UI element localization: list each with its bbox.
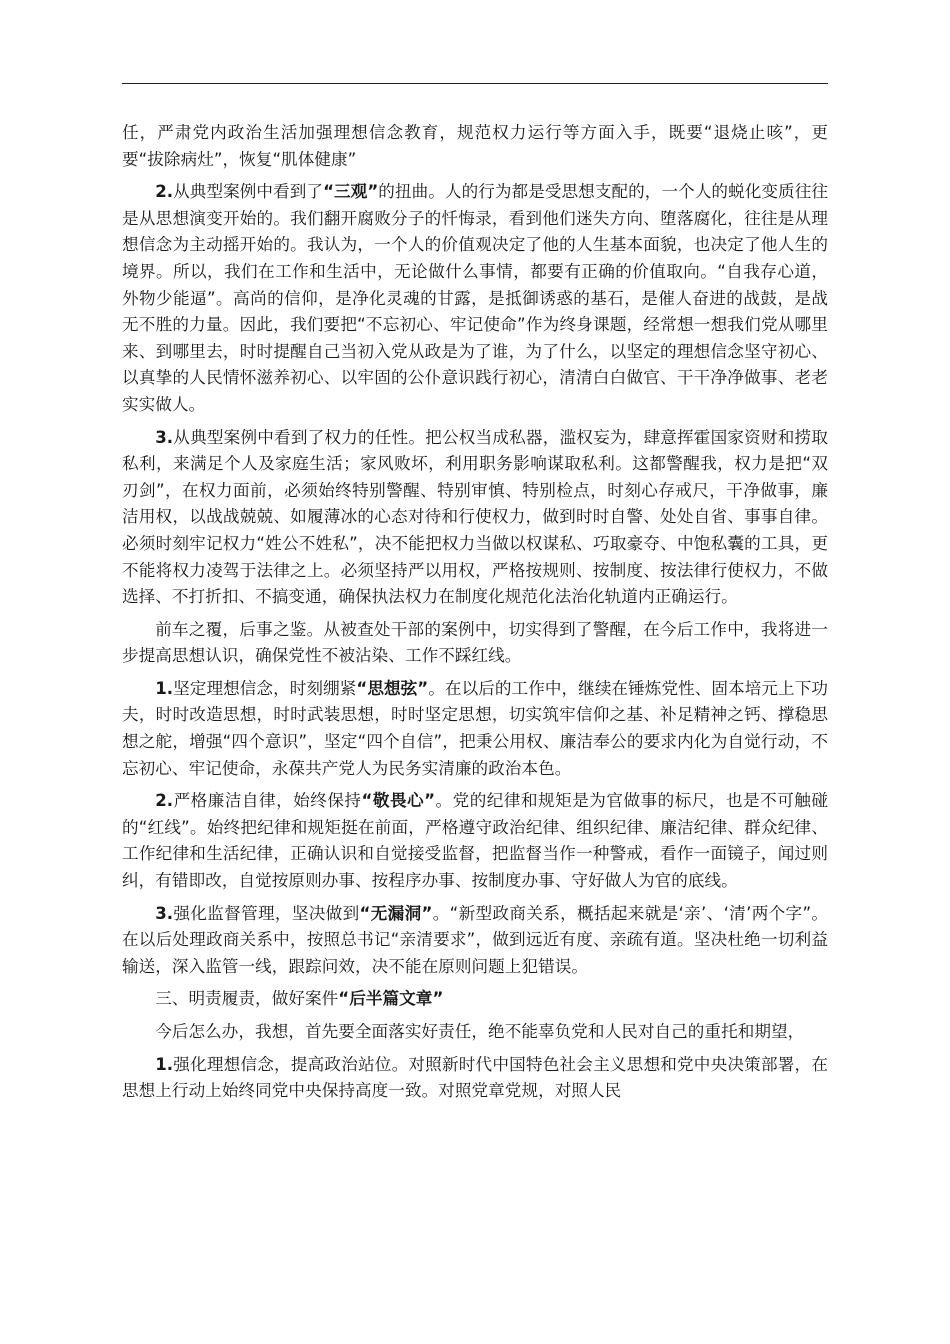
paragraph-text: 前车之覆，后事之鉴。从被查处干部的案例中，切实得到了警醒，在今后工作中，我将进一步提高思想认识，确保党性不被沾染、工作不踩红线。: [122, 619, 828, 666]
paragraph-text: 。在以后的工作中，继续在锤炼党性、固本培元上下功夫，时时改造思想，时时武装思想，时时坚定思想，切实筑牢信仰之基、补足精神之钙、撑稳思想之舵，增强“四个意识”，坚定“四个自信”，把秉公用权、廉洁奉公的要求内化为自觉行动，不忘初心、牢记使命，永葆共产党人为民务实清廉的政治本色。: [122, 678, 828, 778]
paragraph-text: 。“新型政商关系，概括起来就是‘亲’、‘清’两个字”。在以后处理政商关系中，按照总书记“亲清要求”，做到远近有度、亲疏有道。坚决杜绝一切利益输送，深入监管一线，跟踪问效，决不能在原则问题上犯错误。: [122, 903, 829, 976]
document-body: [122, 120, 828, 1111]
paragraph-text: 今后怎么办，我想，首先要全面落实好责任，绝不能辜负党和人民对自己的重托和期望，: [155, 1022, 805, 1041]
paragraph-10: [122, 1052, 828, 1105]
item-number: 3.: [155, 903, 174, 923]
paragraph-7: [122, 901, 828, 981]
paragraph-6: [122, 788, 828, 894]
emphasis-text: “无漏洞”: [359, 903, 433, 923]
heading-text: 三、明责履责，做好案件: [155, 989, 339, 1009]
paragraph-4: [122, 617, 828, 670]
item-number: 1.: [155, 1054, 174, 1074]
emphasis-text: “敬畏心”: [361, 791, 436, 811]
paragraph-text: 的扭曲。人的行为都是受思想支配的，一个人的蜕化变质往往是从思想演变开始的。我们翻开腐败分子的忏悔录，看到他们迷失方向、堕落腐化，往往是从理想信念为主动摇开始的。我认为，一个人的价值观决定了他的人生基本面貌，也决定了他人生的境界。所以，我们在工作和生活中，无论做什么事情，都要有正确的价值取向。“自我存心道，外物少能逼”。高尚的信仰，是净化灵魂的甘露，是抵御诱惑的基石，是催人奋进的战鼓，是战无不胜的力量。因此，我们要把“不忘初心、牢记使命”作为终身课题，经常想一想我们党从哪里来、到哪里去，时时提醒自己当初入党从政是为了谁，为了什么，以坚定的理想信念坚守初心、以真挚的人民情怀滋养初心、以牢固的公仆意识践行初心，清清白白做官、干干净净做事、老老实实做人。: [122, 182, 828, 414]
item-number: 3.: [155, 427, 174, 447]
paragraph-2: [122, 179, 828, 418]
header-rule: [122, 83, 828, 84]
paragraph-9: [122, 1019, 828, 1046]
paragraph-1: [122, 120, 828, 173]
paragraph-text: 强化理想信念，提高政治站位。对照新时代中国特色社会主义思想和党中央决策部署，在思想上行动上始终同党中央保持高度一致。对照党章党规，对照人民: [122, 1054, 828, 1101]
paragraph-text: 强化监督管理，坚决做到: [173, 903, 360, 923]
section-heading: [122, 986, 828, 1013]
paragraph-5: [122, 676, 828, 782]
paragraph-text: 坚定理想信念，时刻绷紧: [173, 678, 357, 698]
item-number: 2.: [155, 791, 174, 811]
emphasis-text: “后半篇文章”: [338, 989, 444, 1009]
paragraph-3: [122, 425, 828, 611]
item-number: 1.: [155, 678, 174, 698]
emphasis-text: “思想弦”: [356, 678, 429, 698]
paragraph-text: 从典型案例中看到了: [173, 182, 324, 202]
paragraph-text: 从典型案例中看到了权力的任性。把公权当成私器，滥权妄为，肆意挥霍国家资财和捞取私利，来满足个人及家庭生活；家风败坏，利用职务影响谋取私利。这都警醒我，权力是把“双刃剑”，在权力面前，必须始终特别警醒、特别审慎、特别检点，时刻心存戒尺，干净做事，廉洁用权，以战战兢兢、如履薄冰的心态对待和行使权力，做到时时自警、处处自省、事事自律。必须时刻牢记权力“姓公不姓私”，决不能把权力当做以权谋私、巧取豪夺、中饱私囊的工具，更不能将权力凌驾于法律之上。必须坚持严以用权，严格按规则、按制度、按法律行使权力，不做选择、不打折扣、不搞变通，确保执法权力在制度化规范化法治化轨道内正确运行。: [122, 427, 828, 607]
paragraph-text: 任，严肃党内政治生活加强理想信念教育，规范权力运行等方面入手，既要“退烧止咳”，更要“拔除病灶”，恢复“肌体健康”: [122, 123, 828, 169]
paragraph-text: 。党的纪律和规矩是为官做事的标尺，也是不可触碰的“红线”。始终把纪律和规矩挺在前面，严格遵守政治纪律、组织纪律、廉洁纪律、群众纪律、工作纪律和生活纪律，正确认识和自觉接受监督，把监督当作一种警戒，看作一面镜子，闻过则纠，有错即改，自觉按原则办事、按程序办事、按制度办事、守好做人为官的底线。: [122, 791, 829, 891]
item-number: 2.: [155, 182, 174, 202]
emphasis-text: “三观”: [323, 182, 379, 202]
paragraph-text: 严格廉洁自律，始终保持: [173, 791, 362, 811]
